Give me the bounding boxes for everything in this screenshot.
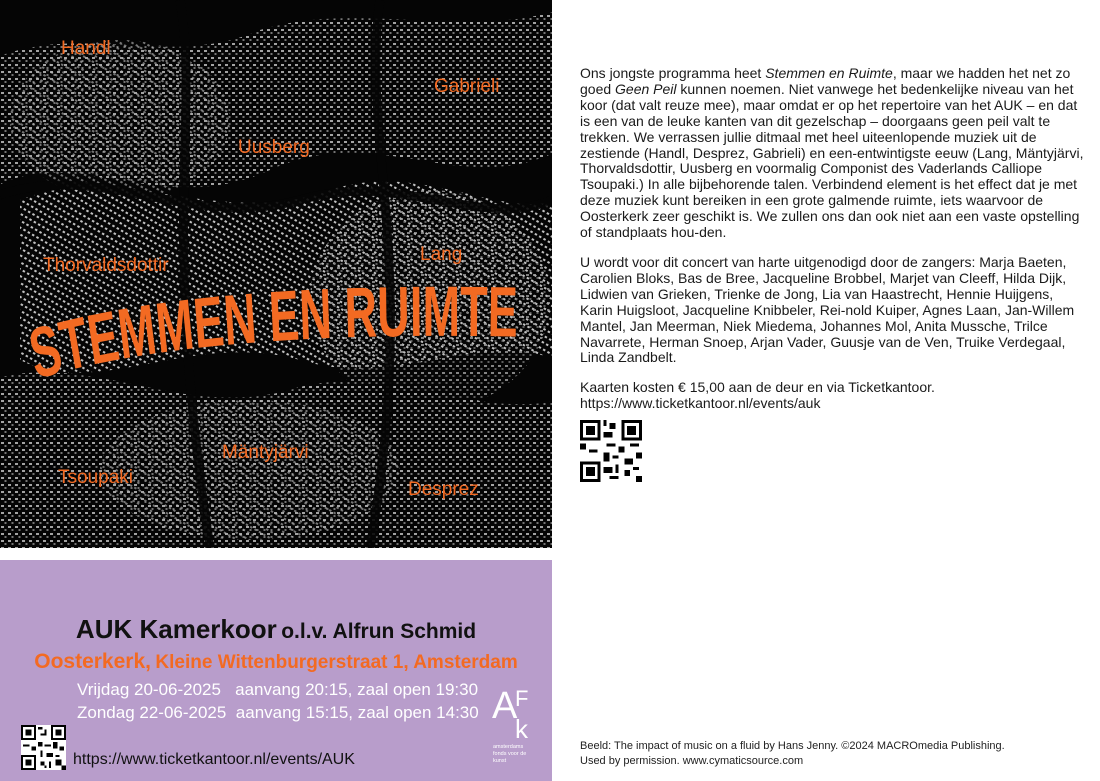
program-title: Stemmen en Ruimte <box>765 65 893 81</box>
venue-name: Oosterkerk, <box>34 650 151 673</box>
composer-label: Desprez <box>408 479 479 500</box>
composer-label: Tsoupaki <box>58 467 133 488</box>
composer-label: Uusberg <box>238 137 310 158</box>
credit-line: Used by permission. www.cymaticsource.com <box>580 755 804 767</box>
performance-date: Vrijdag 20-06-2025 aanvang 20:15, zaal open 19:30 <box>77 680 479 699</box>
ticket-link[interactable]: https://www.ticketkantoor.nl/events/AUK <box>73 751 355 768</box>
performance-date: Zondag 22-06-2025 aanvang 15:15, zaal open 14:30 <box>77 703 479 722</box>
svg-text:F: F <box>515 686 529 711</box>
afk-logo <box>489 680 539 770</box>
credit-line: Beeld: The impact of music on a fluid by Hans Jenny. ©2024 MACROmedia Publishing. <box>580 740 1005 752</box>
singers-paragraph: U wordt voor dit concert van harte uitgenodigd door de zangers: Marja Baeten, Carolien Bloks, Bas de Bree, Jacqueline Brobbel, Marjet van Cleeff, Hilda Dijk, Lidwien van Grieken, Trienke de Jong, Lia van Haastrecht, Hennie Huijgens, Karin Huigsloot, Jacqueline Knibbeler, Rei-nold Kuiper, Agnes Laan, Jan-Willem Mantel, Jan Meerman, Niek Miedema, Johannes Mol, Anita Mussche, Trilce Navarrete, Herman Snoep, Arjan Vader, Guusje van de Ven, Truike Verdegaal, Linda Zandbelt. <box>580 253 1075 366</box>
poster-image <box>0 0 552 548</box>
poster-title <box>28 270 528 390</box>
choir-heading <box>0 614 552 645</box>
poster-title-text: STEMMEN EN RUIMTE <box>28 272 528 390</box>
ticket-url[interactable]: https://www.ticketkantoor.nl/events/auk <box>580 395 821 412</box>
choir-name: AUK Kamerkoor <box>75 614 277 644</box>
composer-label: Lang <box>420 244 463 265</box>
composer-label: Thorvaldsdottir <box>43 255 169 276</box>
svg-text:kunst: kunst <box>493 758 507 764</box>
svg-text:k: k <box>515 714 528 744</box>
conductor: o.l.v. Alfrun Schmid <box>281 620 477 643</box>
program-text <box>580 66 1088 482</box>
intro-paragraph: Ons jongste programma heet Stemmen en Ruimte, maar we hadden het net zo goed Geen Peil kunnen noemen. Niet vanwege het bedenkelijke niveau van het koor (dat valt reuze mee), maar omdat er op het repertoire van het AUK – en dat is een van de leuke kanten van dit gezelschap – doorgaans geen peil valt te trekken. We verrassen jullie ditmaal met heel uiteenlopende muziek uit de zestiende (Handl, Desprez, Gabrieli) en een-entwintigste eeuw (Lang, Mäntyjärvi, Thorvaldsdottir, Uusberg en voormalig Componist des Vaderlands Calliope Tsoupaki.) In alle bijbehorende talen. Verbindend element is het effect dat je met deze muziek kunt bereiken in een grote galmende ruimte, iets waarvoor de Oosterkerk zeer geschikt is. We zullen ons dan ook niet aan een vaste opstelling of standplaats hou-den. <box>580 65 1084 241</box>
ticket-price: Kaarten kosten € 15,00 aan de deur en via Ticketkantoor. <box>580 379 935 396</box>
qr-code[interactable] <box>580 420 642 482</box>
concert-info-panel <box>0 560 552 781</box>
qr-code[interactable] <box>21 725 66 770</box>
venue-address: Kleine Wittenburgerstraat 1, Amsterdam <box>155 652 518 673</box>
svg-text:amsterdams: amsterdams <box>493 744 524 750</box>
composer-label: Mäntyjärvi <box>222 442 309 463</box>
composer-label: Handl <box>61 38 111 59</box>
svg-text:fonds voor de: fonds voor de <box>493 751 527 757</box>
svg-text:STEMMEN EN RUIMTE <box>28 272 528 390</box>
venue-heading <box>0 650 552 674</box>
image-credit <box>580 739 1005 769</box>
alt-title: Geen Peil <box>615 80 677 97</box>
svg-text:A: A <box>492 685 518 727</box>
composer-label: Gabrieli <box>434 76 500 97</box>
